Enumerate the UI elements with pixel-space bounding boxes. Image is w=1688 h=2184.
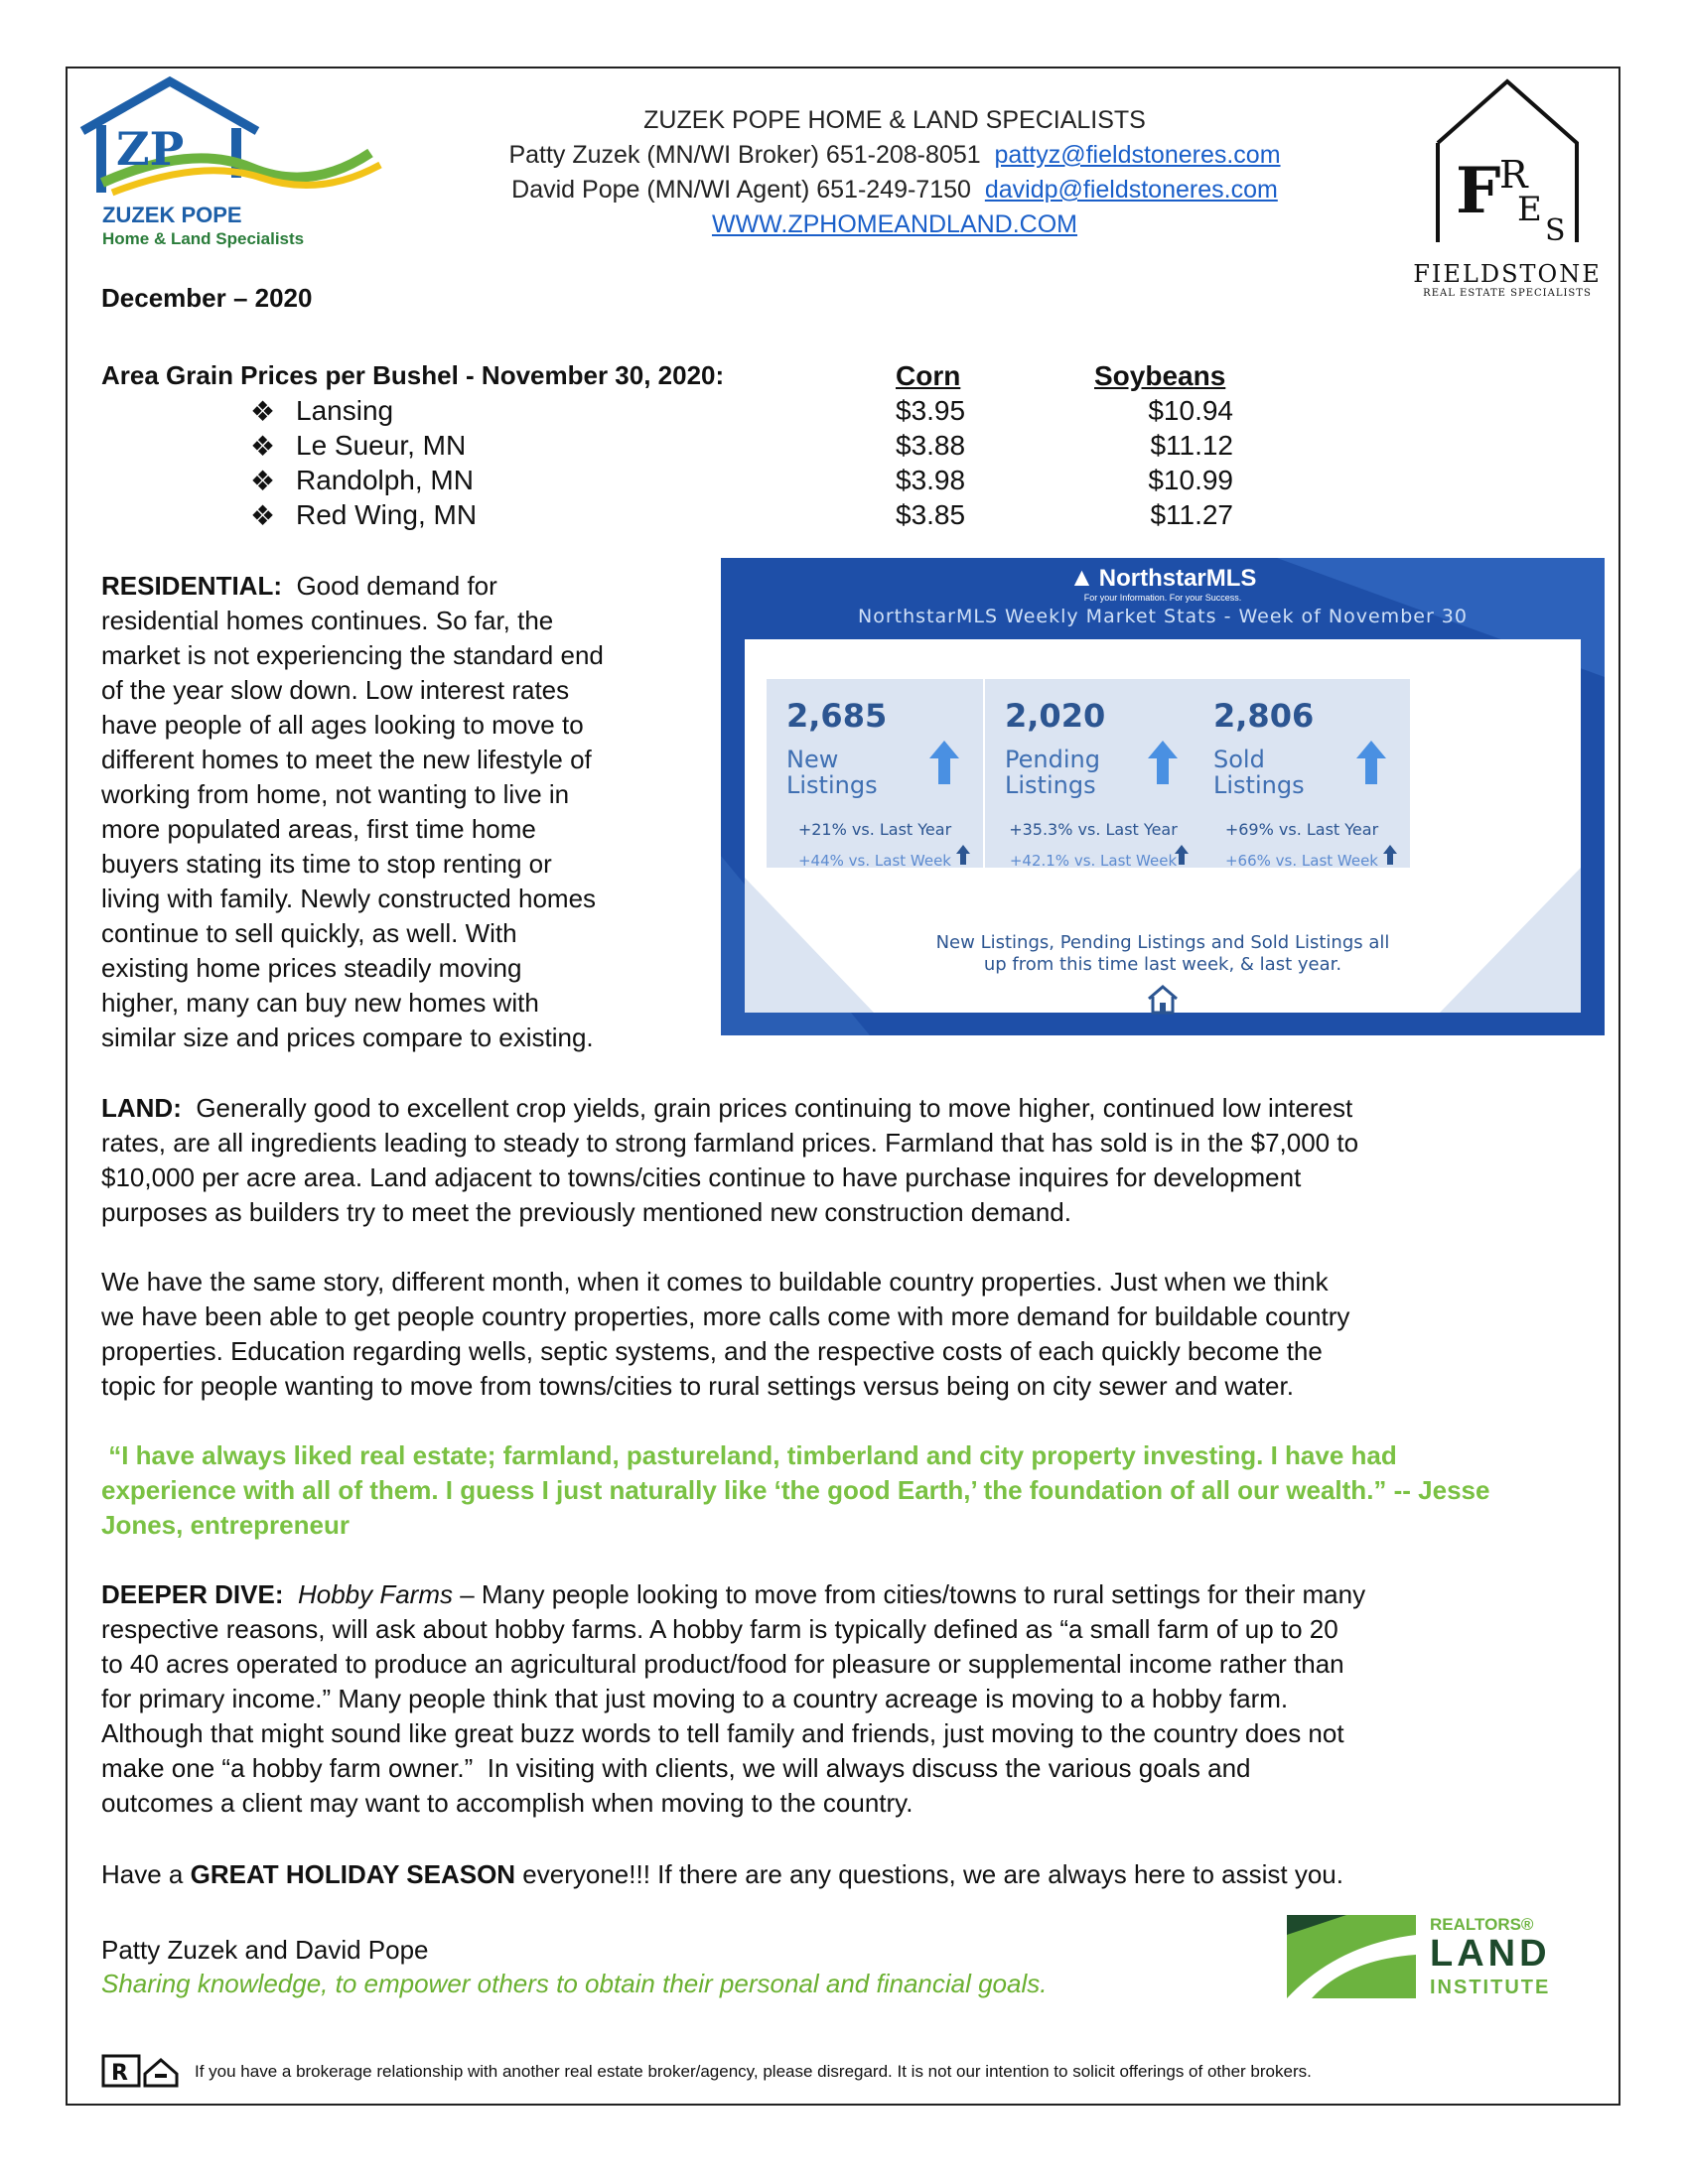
svg-text:R: R	[111, 2061, 128, 2086]
stat-label-1: Pending	[1005, 746, 1100, 773]
residential-text	[101, 569, 697, 1055]
stat-label-2: Listings	[786, 771, 878, 799]
stat-value: 2,806	[1213, 697, 1315, 735]
stat-label-2: Listings	[1213, 771, 1305, 799]
mls-footer-line-2: up from this time last week, & last year.	[983, 954, 1342, 975]
mls-stat-card	[1194, 679, 1410, 868]
bullet-icon: ❖	[250, 500, 276, 531]
residential-line: market is not experiencing the standard end	[101, 640, 604, 670]
agent-contact	[365, 173, 1424, 207]
svg-text:ZP: ZP	[116, 122, 185, 176]
signoff-motto: Sharing knowledge, to empower others to obtain their personal and financial goals.	[101, 1969, 1048, 1998]
deeper-dive-line: outcomes a client may want to accomplish when moving to the country.	[101, 1788, 914, 1818]
bullet-icon: ❖	[250, 396, 276, 427]
signoff-names: Patty Zuzek and David Pope	[101, 1935, 429, 1965]
rli-line-1: REALTORS®	[1430, 1915, 1534, 1934]
holiday-pre: Have a	[101, 1859, 191, 1889]
bullet-icon: ❖	[250, 466, 276, 496]
corn-column-header: Corn	[896, 360, 961, 391]
land-line: rates, are all ingredients leading to steady to strong farmland prices. Farmland that has sold is in the $7,000 to	[101, 1128, 1359, 1158]
residential-line: more populated areas, first time home	[101, 814, 536, 844]
quote-section	[101, 1438, 1591, 1543]
land-text	[101, 1091, 1591, 1230]
mls-brand-tag: For your Information. For your Success.	[1083, 593, 1242, 603]
quote-text	[101, 1438, 1591, 1543]
grain-heading: Area Grain Prices per Bushel - November 30, 2020:	[101, 360, 725, 390]
rli-field-icon	[1287, 1915, 1416, 1998]
residential-line: living with family. Newly constructed homes	[101, 884, 597, 913]
stat-year-change: +21% vs. Last Year	[797, 820, 952, 839]
grain-location: Red Wing, MN	[296, 499, 478, 530]
fieldstone-tagline: REAL ESTATE SPECIALISTS	[1423, 288, 1592, 299]
svg-text:F: F	[1456, 154, 1501, 228]
issue-date: December – 2020	[101, 283, 313, 313]
residential-line: buyers stating its time to stop renting or	[101, 849, 552, 879]
grain-location: Le Sueur, MN	[296, 430, 467, 461]
mls-footer	[745, 932, 1581, 976]
grain-row	[101, 465, 1392, 499]
stat-year-change: +69% vs. Last Year	[1224, 820, 1379, 839]
zp-logo-tagline: Home & Land Specialists	[102, 229, 305, 248]
fieldstone-logo	[1408, 73, 1607, 312]
deeper-dive-line: Although that might sound like great buzz words to tell family and friends, just moving to the country does not	[101, 1718, 1344, 1748]
deeper-dive-label: DEEPER DIVE:	[101, 1579, 284, 1609]
mls-footer-line-1: New Listings, Pending Listings and Sold Listings all	[935, 932, 1390, 953]
holiday-line	[101, 1857, 1591, 1892]
soy-price: $11.27	[1150, 499, 1233, 530]
residential-line: similar size and prices compare to existing.	[101, 1023, 594, 1052]
zp-logo-name: ZUZEK POPE	[102, 203, 242, 227]
residential-line: working from home, not wanting to live in	[101, 779, 570, 809]
residential-line: of the year slow down. Low interest rates	[101, 675, 570, 705]
corn-price: $3.98	[896, 465, 966, 495]
grain-location: Randolph, MN	[296, 465, 474, 495]
stat-year-change: +35.3% vs. Last Year	[1009, 820, 1178, 839]
fieldstone-house-icon	[1408, 73, 1607, 247]
stat-value: 2,020	[1005, 697, 1106, 735]
residential-line: existing home prices steadily moving	[101, 953, 522, 983]
rli-line-3: INSTITUTE	[1430, 1977, 1551, 1998]
disclaimer: If you have a brokerage relationship with another real estate broker/agency, please disregard. It is not our intention to solicit offerings of other brokers.	[195, 2062, 1312, 2081]
deeper-dive-topic: Hobby Farms	[297, 1579, 453, 1609]
company-name: ZUZEK POPE HOME & LAND SPECIALISTS	[643, 106, 1146, 134]
stat-value: 2,685	[786, 697, 888, 735]
country-line: We have the same story, different month, when it comes to buildable country properties. Just when we think	[101, 1267, 1329, 1297]
mls-panel	[745, 639, 1581, 1013]
mls-title: NorthstarMLS Weekly Market Stats - Week of November 30	[858, 606, 1468, 627]
house-logo-icon	[72, 73, 390, 203]
realtor-equal-housing-icon	[101, 2052, 183, 2096]
broker-email-link[interactable]: pattyz@fieldstoneres.com	[994, 141, 1281, 169]
soybeans-column-header: Soybeans	[1094, 360, 1226, 391]
deeper-dive-section	[101, 1577, 1591, 1821]
stat-week-change: +42.1% vs. Last Week	[1009, 852, 1178, 870]
grain-row	[101, 430, 1392, 465]
country-line: properties. Education regarding wells, septic systems, and the respective costs of each quickly become the	[101, 1336, 1323, 1366]
residential-line: higher, many can buy new homes with	[101, 988, 539, 1018]
stat-week-change: +66% vs. Last Week	[1224, 852, 1378, 870]
small-up-arrow-icon	[1174, 844, 1190, 866]
svg-text:E: E	[1517, 190, 1542, 229]
svg-text:R: R	[1499, 153, 1528, 197]
residential-line	[101, 569, 697, 604]
land-label: LAND:	[101, 1093, 182, 1123]
stat-week-change: +44% vs. Last Week	[797, 852, 951, 870]
small-up-arrow-icon	[955, 844, 971, 866]
small-up-arrow-icon	[1382, 844, 1398, 866]
grain-header-row	[101, 360, 1392, 395]
stat-label	[1005, 747, 1100, 798]
mls-stat-card	[767, 679, 983, 868]
northstar-mls-stats	[721, 558, 1605, 1035]
land-line: $10,000 per acre area. Land adjacent to towns/cities continue to have purchase inquires for development	[101, 1162, 1302, 1192]
grain-row	[101, 499, 1392, 534]
mls-stat-card	[985, 679, 1201, 868]
corn-price: $3.85	[896, 499, 966, 530]
quote-line: Jones, entrepreneur	[101, 1510, 350, 1540]
quote-line: “I have always liked real estate; farmland, pastureland, timberland and city property investing. I have had	[101, 1440, 1397, 1470]
rli-line-2: LAND	[1430, 1933, 1551, 1975]
zuzek-pope-logo	[72, 73, 390, 262]
fieldstone-name: FIELDSTONE	[1413, 260, 1602, 288]
realtors-land-institute-logo	[1287, 1915, 1595, 2004]
residential-label: RESIDENTIAL:	[101, 571, 282, 601]
deeper-dive-line: for primary income.” Many people think that just moving to a country acreage is moving to a hobby farm.	[101, 1684, 1289, 1713]
residential-section	[101, 569, 697, 1055]
residential-line: have people of all ages looking to move to	[101, 710, 584, 740]
country-section	[101, 1265, 1591, 1404]
land-line	[101, 1091, 1591, 1126]
stat-label	[786, 747, 878, 798]
agent-email-link[interactable]: davidp@fieldstoneres.com	[984, 176, 1278, 204]
signoff	[101, 1933, 1194, 1999]
home-icon	[1145, 983, 1181, 1017]
corn-price: $3.95	[896, 395, 966, 426]
agent-line: David Pope (MN/WI Agent) 651-249-7150	[511, 176, 971, 204]
up-arrow-icon	[1354, 739, 1388, 786]
soy-price: $11.12	[1150, 430, 1233, 461]
grain-location: Lansing	[296, 395, 394, 426]
grain-prices	[101, 360, 1392, 539]
country-text	[101, 1265, 1591, 1404]
soy-price: $10.99	[1148, 465, 1233, 495]
mls-logo-icon: ▲	[1068, 562, 1095, 592]
stat-label-1: Sold	[1213, 746, 1265, 773]
stat-label-1: New	[786, 746, 839, 773]
svg-text:S: S	[1545, 213, 1566, 247]
holiday-bold: GREAT HOLIDAY SEASON	[190, 1859, 516, 1889]
deeper-dive-text	[101, 1612, 1591, 1821]
mls-brand-name: NorthstarMLS	[1098, 565, 1257, 592]
country-line: topic for people wanting to move from towns/cities to rural settings versus being on city sewer and water.	[101, 1371, 1294, 1401]
soy-price: $10.94	[1148, 395, 1233, 426]
deeper-dive-line: make one “a hobby farm owner.” In visiting with clients, we will always discuss the various goals and	[101, 1753, 1251, 1783]
up-arrow-icon	[927, 739, 961, 786]
residential-line: different homes to meet the new lifestyle of	[101, 745, 592, 774]
residential-line: continue to sell quickly, as well. With	[101, 918, 517, 948]
land-section	[101, 1091, 1591, 1230]
up-arrow-icon	[1146, 739, 1180, 786]
grain-row	[101, 395, 1392, 430]
deeper-dive-first-line	[101, 1577, 1591, 1612]
deeper-dive-first-rest: – Many people looking to move from cities/towns to rural settings for their many	[453, 1579, 1366, 1609]
residential-line-text: Good demand for	[296, 571, 497, 601]
broker-line: Patty Zuzek (MN/WI Broker) 651-208-8051	[508, 141, 981, 169]
deeper-dive-line: respective reasons, will ask about hobby farms. A hobby farm is typically defined as “a small farm of up to 20	[101, 1614, 1338, 1644]
country-line: we have been able to get people country properties, more calls come with more demand for buildable country	[101, 1301, 1350, 1331]
bullet-icon: ❖	[250, 431, 276, 462]
stat-label	[1213, 747, 1305, 798]
deeper-dive-line: to 40 acres operated to produce an agricultural product/food for pleasure or supplemental income rather than	[101, 1649, 1344, 1679]
quote-line: experience with all of them. I guess I just naturally like ‘the good Earth,’ the foundation of all our wealth.” -- Jesse	[101, 1475, 1490, 1505]
website-link[interactable]: WWW.ZPHOMEANDLAND.COM	[711, 210, 1078, 238]
broker-contact	[365, 138, 1424, 173]
land-line: purposes as builders try to meet the previously mentioned new construction demand.	[101, 1197, 1071, 1227]
mls-brand	[721, 562, 1605, 603]
header-contact	[365, 103, 1424, 242]
residential-line: residential homes continues. So far, the	[101, 606, 554, 635]
stat-label-2: Listings	[1005, 771, 1096, 799]
footer	[101, 2052, 1591, 2100]
land-line-text: Generally good to excellent crop yields, grain prices continuing to move higher, continued low interest	[196, 1093, 1353, 1123]
newsletter-page	[66, 67, 1620, 2106]
corn-price: $3.88	[896, 430, 966, 461]
holiday-post: everyone!!! If there are any questions, we are always here to assist you.	[515, 1859, 1343, 1889]
